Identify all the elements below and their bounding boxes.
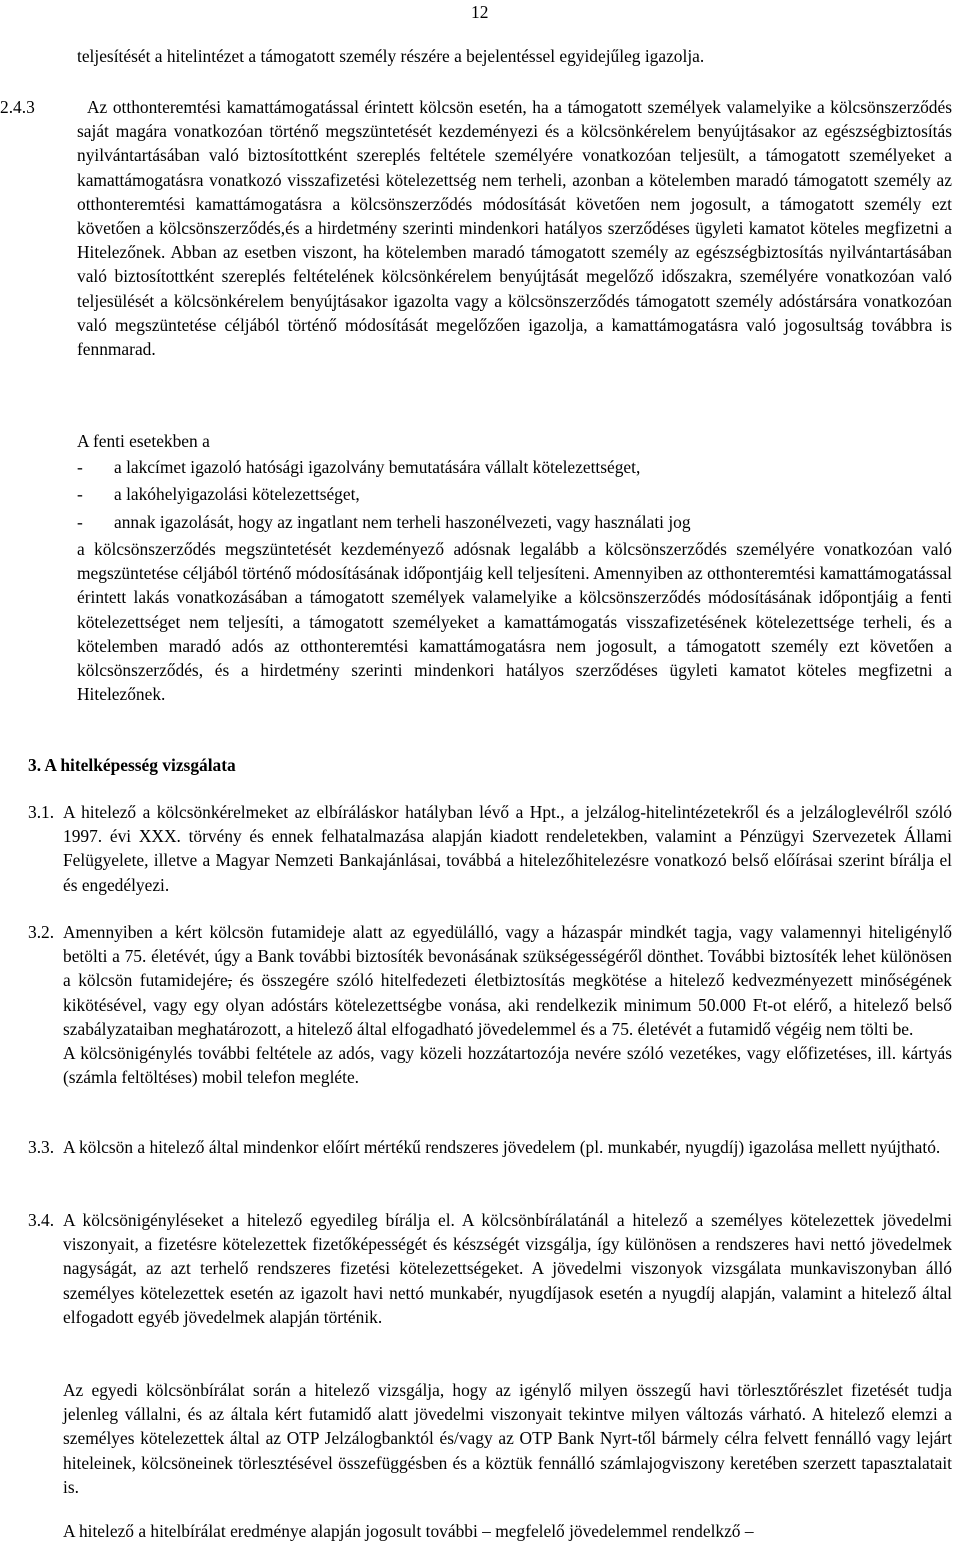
section-3-2-text-c: A kölcsönigénylés további feltétele az adós, vagy közeli hozzátartozója nevére szóló vezetékes, vagy előfizetéses, ill. kártyás (számla feltöltéses) mobil telefon megléte. [63, 1043, 952, 1088]
dash-bullet: - [77, 484, 83, 504]
section-3-3-text: A kölcsön a hitelező által mindenkor előírt mértékű rendszeres jövedelem (pl. munkabér, nyugdíj) igazolása mellett nyújtható. [63, 1137, 941, 1157]
section-heading: 3. A hitelképesség vizsgálata [28, 755, 236, 775]
paragraph-2-4-3 [0, 95, 952, 361]
section-3-2-text-a: Amennyiben a kért kölcsön futamideje alatt az egyedülálló, vagy a házaspár mindkét tagja, vagy valamennyi hiteligénylő betölti a 75. életévét, úgy a Bank további biztosíték bevonásának szükségességéről dönthet. További biztosíték lehet különösen a kölcsön futamidejére [63, 922, 952, 991]
dash-bullet: - [77, 457, 83, 477]
fenti-intro: A fenti esetekben a [77, 431, 210, 451]
list-item-text: a lakcímet igazoló hatósági igazolvány bemutatására vállalt kötelezettséget, [114, 457, 641, 477]
section-3-4-text: A kölcsönigényléseket a hitelező egyedileg bírálja el. A kölcsönbírálatánál a hitelező a személyes kötelezettek jövedelmi viszonyait, a fizetésre kötelezettek fizetőképességét és készségét vizsgálja, így különösen a rendszeres havi nettó jövedelmek nagyságát, az azt terhelő rendszeres fizetési kötelezettségeket. A jövedelmi viszonyok vizsgálata munkaviszonyban álló személyes kötelezettek esetén az igazolt havi nettó munkabér, nyugdíjasok esetén a nyugdíj alapján, valamint a hitelező által elfogadott egyéb jövedelmek alapján történik. [63, 1210, 952, 1327]
section-3-2-text-b: és összegére szóló hitelfedezeti életbiztosítás megkötése a hitelező kedvezményezett minőségének kikötésével, vagy egy olyan adóstárs kötelezettségbe vonása, aki rendelkezik minimum 50.000 Ft-ot elérő, a hitelező belső szabályzataiban meghatározott, a hitelező által elfogadható jövedelemmel és a 75. életévét a futamidő végéig nem tölti be. [63, 970, 953, 1039]
section-number: 3.2. [28, 922, 55, 942]
section-3-3 [28, 1135, 952, 1159]
fenti-after: a kölcsönszerződés megszüntetését kezdeményező adósnak legalább a kölcsönszerződés személyére vonatkozóan való megszüntetése céljából történő módosításának időpontjáig kell teljesíteni. Amennyiben az otthonteremtési kamattámogatással érintett lakás vonatkozásában a támogatott személyek valamelyike a kölcsönszerződés módosításának időpontjáig a fenti kötelezettséget nem teljesíti, a támogatott személyeket a kamattámogatás visszafizetésének kötelezettsége terheli, és a kötelemben maradó adós az otthonteremtési kamattámogatásra nem jogosult, a támogatott személy ezt követően a kölcsönszerződés, és a hirdetmény szerinti mindenkori hatályos szerződéses ügyleti kamatot köteles megfizetni a Hitelezőnek. [77, 539, 952, 705]
paragraph-top: teljesítését a hitelintézet a támogatott személy részére a bejelentéssel egyidejűleg igazolja. [77, 46, 705, 66]
list-item-text: a lakóhelyigazolási kötelezettséget, [114, 484, 360, 504]
list-item-text: annak igazolását, hogy az ingatlant nem terheli haszonélvezeti, vagy használati jog [114, 512, 691, 532]
section-3-4-para2 [28, 1378, 952, 1499]
section-3-4-para3-text: A hitelező a hitelbírálat eredménye alapján jogosult további – megfelelő jövedelemmel rendelkző – [63, 1521, 754, 1541]
section-number: 3.3. [28, 1137, 55, 1157]
section-number: 3.1. [28, 802, 55, 822]
section-3-2-text [63, 920, 952, 1041]
section-3-1-text: A hitelező a kölcsönkérelmeket az elbíráláskor hatályban lévő a Hpt., a jelzálog-hitelintézetekről és a jelzáloglevélről szóló 1997. évi XXX. törvény és ennek felhatalmazása alapján kiadott rendeletekben, valamint a Pénzügyi Szervezetek Állami Felügyelete, illetve a Magyar Nemzeti Bankajánlásai, továbbá a hitelezőhitelezésre vonatkozó belső előírásai szerint bírálja el és engedélyezi. [63, 802, 952, 895]
dash-bullet: - [77, 512, 83, 532]
section-number: 3.4. [28, 1210, 55, 1230]
section-3-4-para2-text: Az egyedi kölcsönbírálat során a hitelező vizsgálja, hogy az igénylő milyen összegű havi törlesztőrészlet fizetését tudja jelenleg vállalni, és az általa kért futamidő alatt jövedelmi viszonyait tekintve milyen változás várható. A hitelező elemzi a személyes kötelezettek által az OTP Jelzálogbanktól és/vagy az OTP Bank Nyrt-től bármely célra felvett fennálló vagy lejárt hiteleinek, kölcsöneinek törlesztésével összefüggésben és a köztük fennálló számlajogviszony keretében szerzett tapasztalatait is. [63, 1380, 952, 1497]
section-3-4 [28, 1208, 952, 1329]
page-number: 12 [471, 2, 489, 22]
section-3-1 [28, 800, 952, 897]
paragraph-number: 2.4.3 [0, 97, 35, 117]
paragraph-2-4-3-text: Az otthonteremtési kamattámogatással érintett kölcsön esetén, ha a támogatott személyek valamelyike a kölcsönszerződés saját magára vonatkozóan történő megszüntetését kezdeményezi és a kölcsönkérelem benyújtásakor az egészségbiztosítás nyilvántartásában való biztosítottként szereplés feltétele személyére vonatkozóan teljesült, a támogatott személyeket a kamattámogatásra vonatkozó visszafizetési kötelezettség nem terheli, azonban a kötelemben maradó támogatott személy az otthonteremtési kamattámogatásra a kölcsönszerződés módosítását követően nem jogosult, a támogatott személy ezt követően a kölcsönszerződés,és a hirdetmény szerinti mindenkori hatályos szerződéses ügyleti kamatot köteles megfizetni a Hitelezőnek. Abban az esetben viszont, ha kötelemben maradó támogatott személy az egészségbiztosítás nyilvántartásában való biztosítottként szereplés feltételének kölcsönkérelem benyújtását megelőző időszakra, személyére vonatkozóan való teljesülését a kölcsönkérelem benyújtásakor igazolta vagy a kölcsönszerződés támogatott személy adóstársára vonatkozóan való megszüntetése céljából történő módosítását megelőzően igazolja, a kamattámogatásra való jogosultság továbbra is fennmarad. [77, 97, 952, 360]
section-3-4-para3 [28, 1519, 952, 1543]
section-3-2 [28, 920, 952, 1089]
struck-comma: , [227, 970, 233, 991]
